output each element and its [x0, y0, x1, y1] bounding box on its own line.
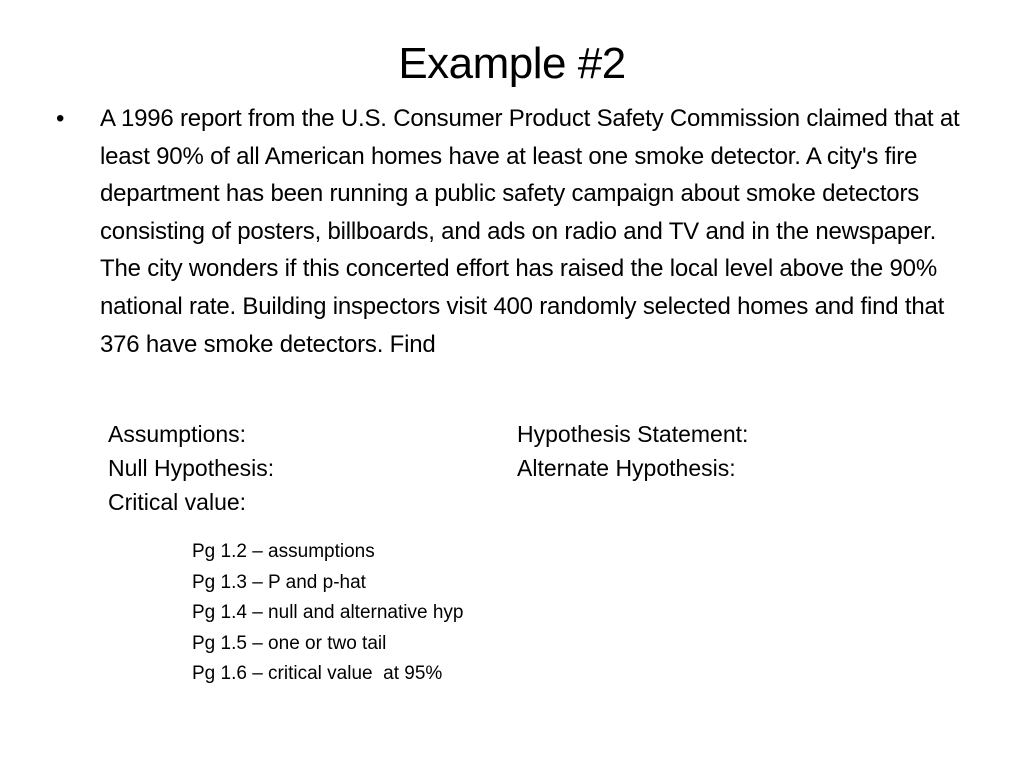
reference-line: Pg 1.3 – P and p-hat [192, 571, 366, 593]
assumptions-label: Assumptions: [108, 421, 247, 447]
null-hypothesis-label: Null Hypothesis: [108, 455, 275, 481]
reference-line: Pg 1.6 – critical value at 95% [192, 663, 443, 684]
problem-text: A 1996 report from the U.S. Consumer Product Safety Commission claimed that at least 90% of all American homes have at least one smoke detector. A city's fire department has been running a public safety campaign about smoke detectors consisting of posters, billboards, and ads on radio and TV and in the newspaper. The city wonders if this concerted effort has raised the local level above the 90% national rate. Building inspectors visit 400 randomly selected homes and find that 376 have smoke detectors. Find [100, 105, 960, 358]
slide-title: Example #2 [398, 39, 626, 88]
reference-line: Pg 1.4 – null and alternative hyp [192, 602, 464, 623]
critical-value-label: Critical value: [108, 489, 247, 515]
bullet-marker: • [56, 105, 65, 132]
hypothesis-statement-label: Hypothesis Statement: [517, 421, 749, 447]
page-references [192, 537, 463, 690]
reference-line: Pg 1.5 – one or two tail [192, 632, 387, 654]
alternate-hypothesis-label: Alternate Hypothesis: [517, 455, 736, 481]
reference-line: Pg 1.2 – assumptions [192, 541, 375, 562]
